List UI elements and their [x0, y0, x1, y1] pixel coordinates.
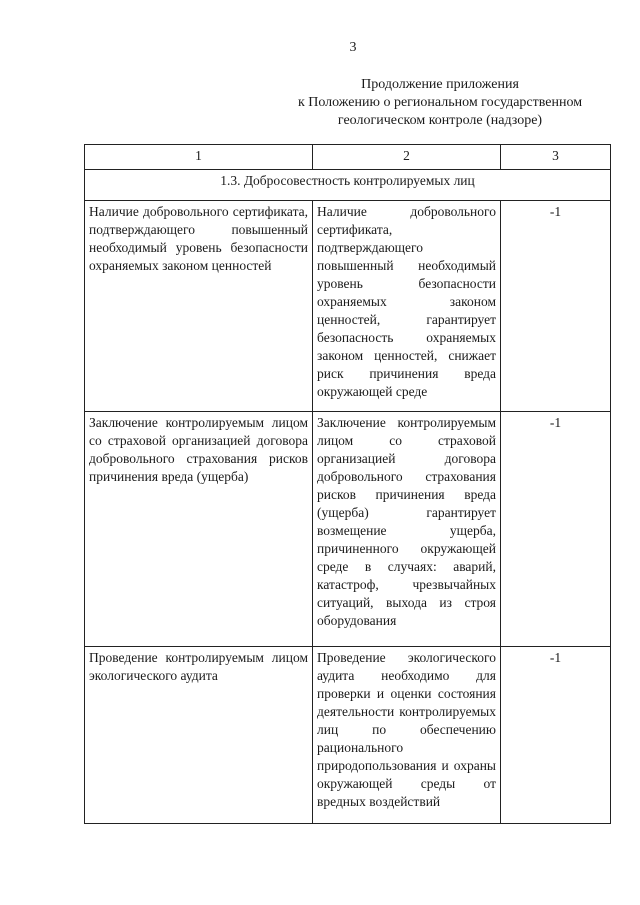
- justification-cell: Проведение экологического аудита необходимо для проверки и оценки состояния деятельности контролируемых лиц по обеспечению рационального природопользования и охраны окружающей среды от вредных воздействий: [313, 647, 501, 824]
- justification-cell: Наличие добровольного сертификата, подтверждающего повышенный необходимый уровень безопасности охраняемых законом ценностей, гарантирует безопасность охраняемых законом ценностей, снижает риск причинения вреда окружающей среде: [313, 201, 501, 412]
- header-line-2: к Положению о региональном государственном: [297, 95, 583, 110]
- table-header-row: [85, 145, 611, 170]
- column-header-3: 3: [501, 145, 611, 170]
- criterion-cell: Заключение контролируемым лицом со страховой организацией договора добровольного страхования рисков причинения вреда (ущерба): [85, 412, 313, 647]
- column-header-1: 1: [85, 145, 313, 170]
- score-cell: -1: [501, 647, 611, 824]
- appendix-header: [260, 76, 620, 130]
- criterion-cell: Наличие добровольного сертификата, подтверждающего повышенный необходимый уровень безопасности охраняемых законом ценностей: [85, 201, 313, 412]
- table-row: [85, 647, 611, 824]
- score-cell: -1: [501, 201, 611, 412]
- score-cell: -1: [501, 412, 611, 647]
- table-row: [85, 412, 611, 647]
- justification-cell: Заключение контролируемым лицом со страховой организацией договора добровольного страхования рисков причинения вреда (ущерба) гарантирует возмещение ущерба, причиненного окружающей среде в случаях: аварий, катастроф, чрезвычайных ситуаций, выхода из строя оборудования: [313, 412, 501, 647]
- table-row: [85, 201, 611, 412]
- section-title: 1.3. Добросовестность контролируемых лиц: [85, 170, 611, 201]
- criteria-table: [84, 144, 611, 824]
- column-header-2: 2: [313, 145, 501, 170]
- page-number: 3: [349, 40, 357, 55]
- header-line-3: геологическом контроле (надзоре): [337, 113, 543, 128]
- section-row: [85, 170, 611, 201]
- header-line-1: Продолжение приложения: [361, 77, 519, 92]
- criterion-cell: Проведение контролируемым лицом экологического аудита: [85, 647, 313, 824]
